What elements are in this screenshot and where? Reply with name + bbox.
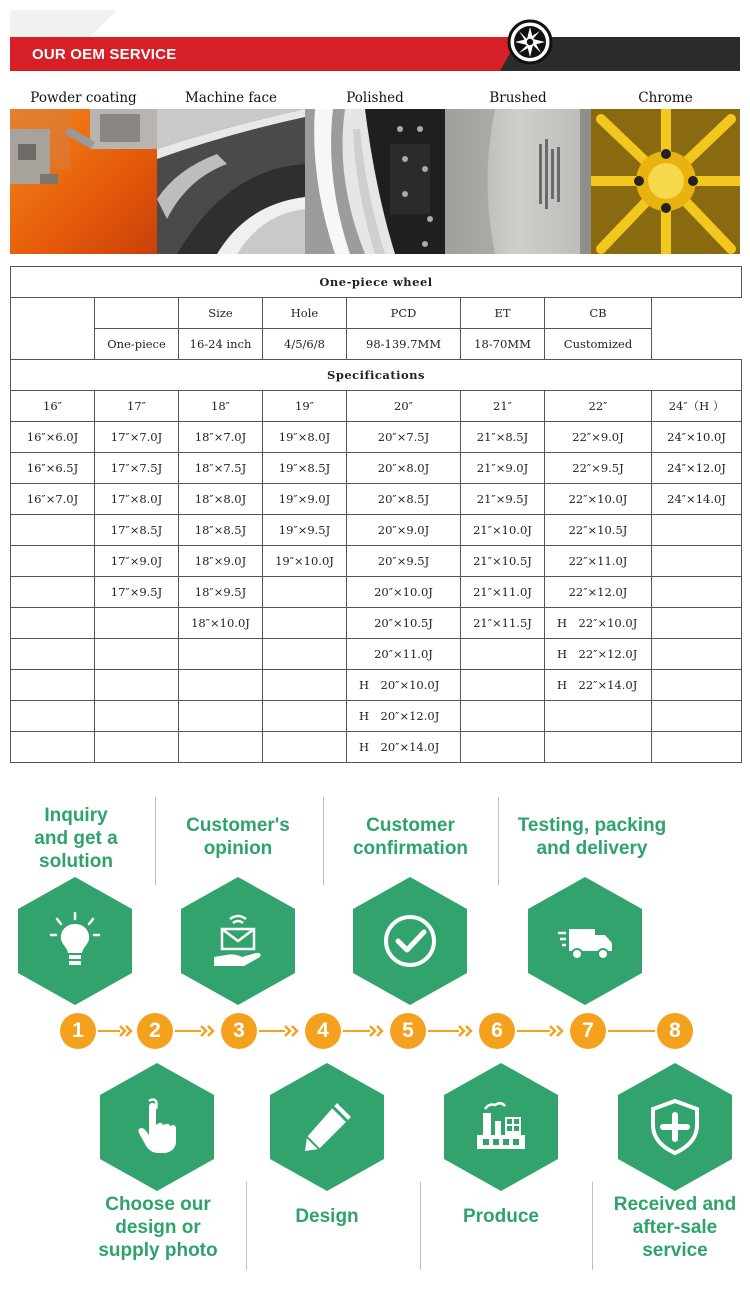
table-cell: 98-139.7MM (347, 329, 461, 360)
finish-machine-face (157, 88, 305, 254)
arrow-line-icon (608, 1025, 655, 1037)
wheel-spec-table (10, 266, 742, 763)
table-cell (652, 670, 742, 701)
step-label-customer-opinion: Customer's opinion (186, 815, 290, 859)
table-cell: 19″×9.5J (263, 515, 347, 546)
finish-powder-coating (10, 88, 157, 254)
hexagon-testing-delivery (528, 877, 642, 1005)
chrome-photo (591, 109, 740, 254)
pencil-icon (297, 1097, 357, 1157)
table-cell: 18″×7.0J (179, 422, 263, 453)
divider (323, 797, 324, 885)
table-cell: 18″×8.0J (179, 484, 263, 515)
table-cell: H 22″×14.0J (545, 670, 652, 701)
hexagon-design (270, 1063, 384, 1191)
table-cell: 17″×9.5J (95, 577, 179, 608)
hexagon-produce (444, 1063, 558, 1191)
divider (246, 1182, 247, 1270)
table-cell: H 20″×10.0J (347, 670, 461, 701)
table-cell: 19″×8.5J (263, 453, 347, 484)
table-cell (652, 639, 742, 670)
finish-polished (305, 88, 445, 254)
step-label-after-sale: Received and after-sale service (613, 1194, 737, 1261)
table-row (11, 732, 742, 763)
table-cell: 20″×8.5J (347, 484, 461, 515)
table-row (11, 422, 742, 453)
size-header: 20″ (347, 391, 461, 422)
shield-plus-icon (645, 1097, 705, 1157)
table-cell: H 22″×12.0J (545, 639, 652, 670)
table-cell: 21″×9.5J (461, 484, 545, 515)
size-header: 21″ (461, 391, 545, 422)
checkmark-circle-icon (380, 911, 440, 971)
chevron-arrow-icon (517, 1025, 568, 1037)
table-cell: 24″×12.0J (652, 453, 742, 484)
step-3: 3 (221, 1013, 257, 1049)
table-title: One-piece wheel (11, 267, 742, 298)
table-row-name: One-piece (95, 329, 179, 360)
oem-banner (10, 37, 740, 71)
size-header: 16″ (11, 391, 95, 422)
chevron-arrow-icon (175, 1025, 219, 1037)
divider (592, 1182, 593, 1270)
table-cell: 22″×12.0J (545, 577, 652, 608)
table-cell: 17″×7.0J (95, 422, 179, 453)
delivery-truck-icon (555, 911, 615, 971)
table-cell (652, 515, 742, 546)
table-cell (179, 732, 263, 763)
table-cell (263, 639, 347, 670)
table-cell: 21″×9.0J (461, 453, 545, 484)
table-cell: 24″×14.0J (652, 484, 742, 515)
table-cell: 22″×9.5J (545, 453, 652, 484)
hexagon-choose-design (100, 1063, 214, 1191)
table-cell: 21″×11.5J (461, 608, 545, 639)
size-header: 22″ (545, 391, 652, 422)
table-cell: 20″×9.0J (347, 515, 461, 546)
factory-icon (471, 1097, 531, 1157)
table-cell (95, 298, 179, 329)
step-8: 8 (657, 1013, 693, 1049)
step-label-customer-confirmation: Customer confirmation (352, 815, 469, 859)
finish-chrome (591, 88, 740, 254)
table-header: PCD (347, 298, 461, 329)
table-header: Size (179, 298, 263, 329)
table-cell (652, 608, 742, 639)
table-cell (11, 639, 95, 670)
table-cell (11, 701, 95, 732)
table-cell (652, 732, 742, 763)
table-cell: 17″×7.5J (95, 453, 179, 484)
hexagon-after-sale (618, 1063, 732, 1191)
table-cell (179, 701, 263, 732)
step-7: 7 (570, 1013, 606, 1049)
table-cell: 20″×10.5J (347, 608, 461, 639)
table-cell (263, 577, 347, 608)
table-cell: 20″×11.0J (347, 639, 461, 670)
finish-label: Brushed (489, 90, 547, 106)
machine-face-photo (157, 109, 305, 254)
step-label-choose-design: Choose our design or supply photo (98, 1194, 218, 1261)
table-header: Hole (263, 298, 347, 329)
pointing-hand-icon (127, 1097, 187, 1157)
table-cell (95, 639, 179, 670)
table-cell (263, 608, 347, 639)
table-cell: 17″×8.5J (95, 515, 179, 546)
lightbulb-icon (45, 911, 105, 971)
table-cell (11, 298, 95, 329)
table-cell (95, 732, 179, 763)
specifications-title: Specifications (11, 360, 742, 391)
table-cell: 16-24 inch (179, 329, 263, 360)
divider (155, 797, 156, 885)
hexagon-customer-opinion (181, 877, 295, 1005)
table-cell: 19″×10.0J (263, 546, 347, 577)
table-cell: 16″×7.0J (11, 484, 95, 515)
table-cell (652, 298, 742, 329)
table-row (11, 515, 742, 546)
table-cell: 18″×8.5J (179, 515, 263, 546)
polished-photo (305, 109, 445, 254)
size-header: 17″ (95, 391, 179, 422)
table-cell (11, 515, 95, 546)
table-cell: 22″×11.0J (545, 546, 652, 577)
step-4: 4 (305, 1013, 341, 1049)
step-6: 6 (479, 1013, 515, 1049)
table-cell: 21″×11.0J (461, 577, 545, 608)
table-cell: Customized (545, 329, 652, 360)
finish-label: Powder coating (30, 90, 137, 106)
table-cell: 20″×7.5J (347, 422, 461, 453)
finish-label: Machine face (184, 90, 277, 106)
table-cell (11, 329, 95, 360)
step-label-design: Design (295, 1206, 359, 1227)
table-cell: 18″×9.5J (179, 577, 263, 608)
table-cell: 17″×8.0J (95, 484, 179, 515)
table-cell (11, 670, 95, 701)
size-header: 19″ (263, 391, 347, 422)
table-cell: H 20″×12.0J (347, 701, 461, 732)
table-cell (461, 732, 545, 763)
step-5: 5 (390, 1013, 426, 1049)
table-cell: H 20″×14.0J (347, 732, 461, 763)
table-cell: 20″×9.5J (347, 546, 461, 577)
step-label-produce: Produce (462, 1206, 540, 1227)
table-cell: 19″×8.0J (263, 422, 347, 453)
powder-coating-photo (10, 109, 157, 254)
finish-brushed (445, 88, 591, 254)
table-cell (11, 546, 95, 577)
table-cell (652, 701, 742, 732)
table-header: ET (461, 298, 545, 329)
divider (498, 797, 499, 885)
table-cell: 18-70MM (461, 329, 545, 360)
hexagon-inquiry (18, 877, 132, 1005)
table-cell: 20″×8.0J (347, 453, 461, 484)
banner-shadow (10, 10, 160, 38)
divider (420, 1182, 421, 1270)
table-cell (652, 546, 742, 577)
table-cell (545, 732, 652, 763)
table-row (11, 484, 742, 515)
table-cell: 22″×9.0J (545, 422, 652, 453)
table-cell (545, 701, 652, 732)
table-cell: 21″×10.5J (461, 546, 545, 577)
brushed-photo (445, 109, 591, 254)
finish-label: Polished (346, 90, 404, 106)
table-cell (652, 577, 742, 608)
table-cell: H 22″×10.0J (545, 608, 652, 639)
chevron-arrow-icon (428, 1025, 477, 1037)
chevron-arrow-icon (98, 1025, 136, 1037)
table-row (11, 546, 742, 577)
table-cell: 16″×6.5J (11, 453, 95, 484)
step-1: 1 (60, 1013, 96, 1049)
table-row (11, 577, 742, 608)
table-cell (11, 608, 95, 639)
table-cell: 20″×10.0J (347, 577, 461, 608)
step-label-inquiry: Inquiry and get a solution (34, 805, 118, 872)
table-cell: 22″×10.5J (545, 515, 652, 546)
step-2: 2 (137, 1013, 173, 1049)
table-cell: 18″×10.0J (179, 608, 263, 639)
table-cell: 17″×9.0J (95, 546, 179, 577)
chevron-arrow-icon (259, 1025, 303, 1037)
table-cell: 4/5/6/8 (263, 329, 347, 360)
wheel-logo-icon (507, 19, 553, 65)
hexagon-customer-confirmation (353, 877, 467, 1005)
size-header: 24″（H ） (652, 391, 742, 422)
table-cell: 18″×9.0J (179, 546, 263, 577)
table-cell (179, 670, 263, 701)
table-row (11, 639, 742, 670)
table-cell (263, 670, 347, 701)
table-cell (11, 732, 95, 763)
table-row (11, 670, 742, 701)
table-cell: 18″×7.5J (179, 453, 263, 484)
table-row (11, 701, 742, 732)
table-cell (263, 732, 347, 763)
table-row (11, 453, 742, 484)
table-cell (461, 670, 545, 701)
table-header: CB (545, 298, 652, 329)
table-cell: 16″×6.0J (11, 422, 95, 453)
table-cell (652, 329, 742, 360)
table-cell: 24″×10.0J (652, 422, 742, 453)
table-cell (11, 577, 95, 608)
finish-label: Chrome (638, 90, 693, 106)
banner-title: OUR OEM SERVICE (32, 46, 177, 63)
table-cell (179, 639, 263, 670)
table-cell (263, 701, 347, 732)
table-cell: 22″×10.0J (545, 484, 652, 515)
table-row (11, 608, 742, 639)
table-cell (95, 670, 179, 701)
envelope-hand-icon (208, 911, 268, 971)
table-cell: 19″×9.0J (263, 484, 347, 515)
size-header: 18″ (179, 391, 263, 422)
table-cell: 21″×8.5J (461, 422, 545, 453)
table-cell (461, 701, 545, 732)
table-cell (461, 639, 545, 670)
table-cell: 21″×10.0J (461, 515, 545, 546)
chevron-arrow-icon (343, 1025, 388, 1037)
table-cell (95, 701, 179, 732)
table-cell (95, 608, 179, 639)
step-label-testing-delivery: Testing, packing and delivery (517, 815, 667, 859)
